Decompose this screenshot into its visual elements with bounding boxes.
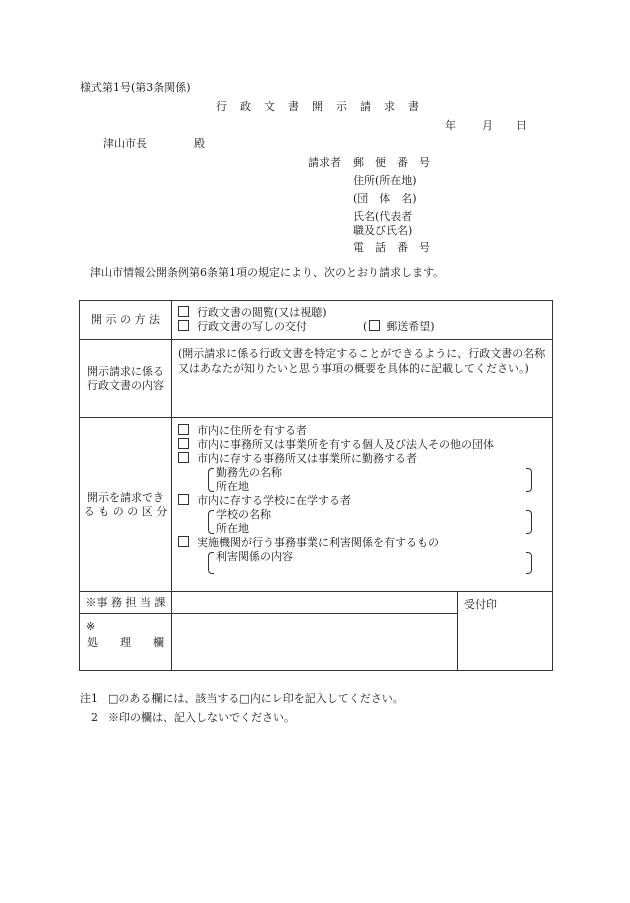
content-label-line1: 開示請求に係る (87, 364, 164, 378)
addressee: 津山市長 (103, 137, 147, 150)
honorific: 殿 (194, 137, 205, 150)
option-mail: 郵送希望) (386, 320, 435, 333)
postal-code-label: 郵 便 番 号 (353, 156, 430, 169)
form-title: 行 政 文 書 開 示 請 求 書 (216, 100, 420, 113)
process-label-cell (80, 614, 172, 671)
checkbox-inspection[interactable] (178, 306, 189, 317)
checkbox-student[interactable] (178, 494, 189, 505)
checkbox-worker[interactable] (178, 452, 189, 463)
category-label-line1: 開示を請求でき (87, 490, 164, 504)
process-label: 処 理 欄 (87, 636, 164, 649)
date-day: 日 (516, 119, 527, 132)
school-address-label: 所在地 (216, 522, 249, 535)
name-label-line2: 職及び氏名) (353, 224, 413, 237)
note1-prefix: 注1 (80, 692, 98, 705)
note2-prefix: 2 (91, 711, 98, 724)
category-label-line2: る も の の 区 分 (83, 504, 168, 518)
requester-label: 請求者 (308, 156, 341, 169)
category-options (172, 418, 553, 592)
category-worker: 市内に存する事務所又は事業所に勤務する者 (197, 452, 417, 465)
intro-text: 津山市情報公開条例第6条第1項の規定により、次のとおり請求します。 (90, 266, 445, 279)
interest-content-label: 利害関係の内容 (216, 550, 293, 563)
process-mark: ※ (86, 620, 96, 633)
category-stakeholder: 実施機関が行う事務事業に利害関係を有するもの (197, 536, 439, 549)
note1-text: □のある欄には、該当する□内にレ印を記入してください。 (108, 692, 404, 705)
workplace-name-label: 勤務先の名称 (216, 466, 282, 479)
content-label-line2: 行政文書の内容 (87, 378, 164, 392)
category-label (80, 418, 172, 592)
content-label (80, 340, 172, 418)
content-field[interactable] (172, 340, 553, 418)
workplace-address-label: 所在地 (216, 480, 249, 493)
stakeholder-detail-bracket[interactable] (208, 550, 532, 576)
category-office: 市内に事務所又は事業所を有する個人及び法人その他の団体 (197, 438, 494, 451)
phone-label: 電 話 番 号 (353, 241, 430, 254)
date-year: 年 (445, 119, 456, 132)
group-name-label: (団 体 名) (353, 192, 417, 205)
option-copy: 行政文書の写しの交付 (197, 320, 307, 333)
checkbox-stakeholder[interactable] (178, 536, 189, 547)
method-options (172, 301, 553, 340)
checkbox-mail[interactable] (369, 320, 380, 331)
checkbox-resident[interactable] (178, 424, 189, 435)
name-label-line1: 氏名(代表者 (353, 210, 413, 223)
receipt-label: 受付印 (464, 598, 497, 611)
form-number: 様式第1号(第3条関係) (80, 81, 191, 94)
category-resident: 市内に住所を有する者 (197, 424, 307, 437)
category-student: 市内に存する学校に在学する者 (197, 494, 351, 507)
option-inspection: 行政文書の閲覧(又は視聴) (197, 306, 327, 319)
worker-detail-bracket[interactable] (208, 466, 532, 494)
date-month: 月 (482, 119, 493, 132)
checkbox-copy[interactable] (178, 320, 189, 331)
content-description: (開示請求に係る行政文書を特定することができるように、行政文書の名称又はあなたが知りたいと思う事項の概要を具体的に記載してください。) (178, 347, 546, 375)
process-field (172, 614, 458, 671)
note2-text: ※印の欄は、記入しないでください。 (108, 711, 295, 724)
staff-section-field (172, 592, 458, 614)
school-name-label: 学校の名称 (216, 508, 271, 521)
receipt-stamp-area (458, 592, 553, 671)
method-label: 開 示 の 方 法 (80, 301, 172, 340)
staff-section-label: ※事 務 担 当 課 (80, 592, 172, 614)
student-detail-bracket[interactable] (208, 508, 532, 536)
request-form-table (79, 300, 553, 671)
address-label: 住所(所在地) (353, 174, 417, 187)
checkbox-office[interactable] (178, 438, 189, 449)
mail-open-paren: ( (363, 320, 368, 333)
